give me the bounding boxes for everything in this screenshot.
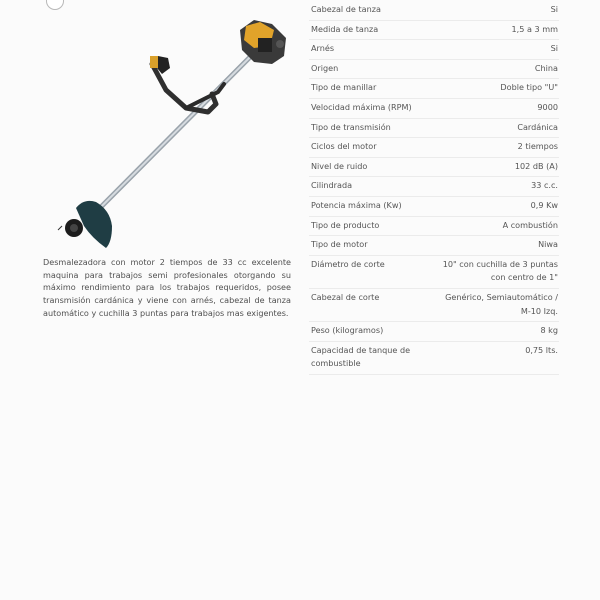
- spec-value: 0,75 lts.: [438, 341, 559, 374]
- spec-value: 1,5 a 3 mm: [438, 20, 559, 40]
- top-circle-badge: [46, 0, 64, 10]
- spec-value: Si: [438, 40, 559, 60]
- spec-value: Doble tipo "U": [438, 79, 559, 99]
- spec-row: [309, 59, 559, 79]
- spec-row: [309, 20, 559, 40]
- spec-label: Tipo de transmisión: [309, 118, 438, 138]
- spec-label: Cilindrada: [309, 177, 438, 197]
- spec-label: Nivel de ruido: [309, 157, 438, 177]
- spec-value: 102 dB (A): [438, 157, 559, 177]
- spec-label: Tipo de manillar: [309, 79, 438, 99]
- spec-value: 9000: [438, 98, 559, 118]
- spec-row: [309, 0, 559, 20]
- spec-value: Cardánica: [438, 118, 559, 138]
- spec-row: [309, 216, 559, 236]
- spec-value: 33 c.c.: [438, 177, 559, 197]
- spec-label: Capacidad de tanque de combustible: [309, 341, 438, 374]
- product-image-brushcutter: [40, 12, 290, 252]
- spec-value: 0,9 Kw: [438, 196, 559, 216]
- product-description: Desmalezadora con motor 2 tiempos de 33 cc excelente maquina para trabajos semi profesionales otorgando su máximo rendimiento para los trabajos requeridos, posee transmisión cardánica y viene con arnés, cabezal de tanza automático y cuchilla 3 puntas para trabajos mas exigentes.: [43, 257, 291, 318]
- spec-value: China: [438, 59, 559, 79]
- spec-row: [309, 255, 559, 288]
- spec-table: [309, 0, 559, 375]
- spec-row: [309, 177, 559, 197]
- spec-label: Velocidad máxima (RPM): [309, 98, 438, 118]
- spec-label: Diámetro de corte: [309, 255, 438, 288]
- spec-value: Genérico, Semiautomático / M-10 Izq.: [438, 288, 559, 321]
- spec-value: 8 kg: [438, 322, 559, 342]
- spec-row: [309, 196, 559, 216]
- spec-label: Origen: [309, 59, 438, 79]
- spec-label: Peso (kilogramos): [309, 322, 438, 342]
- spec-label: Potencia máxima (Kw): [309, 196, 438, 216]
- spec-value: A combustión: [438, 216, 559, 236]
- spec-label: Cabezal de corte: [309, 288, 438, 321]
- spec-label: Tipo de producto: [309, 216, 438, 236]
- spec-row: [309, 157, 559, 177]
- spec-row: [309, 288, 559, 321]
- spec-row: [309, 322, 559, 342]
- spec-row: [309, 118, 559, 138]
- spec-row: [309, 98, 559, 118]
- spec-label: Tipo de motor: [309, 236, 438, 256]
- spec-label: Medida de tanza: [309, 20, 438, 40]
- spec-value: Si: [438, 0, 559, 20]
- spec-row: [309, 236, 559, 256]
- spec-row: [309, 138, 559, 158]
- spec-row: [309, 40, 559, 60]
- spec-label: Cabezal de tanza: [309, 0, 438, 20]
- spec-value: Niwa: [438, 236, 559, 256]
- brushcutter-drawing: [58, 20, 286, 248]
- spec-row: [309, 79, 559, 99]
- spec-value: 10" con cuchilla de 3 puntas con centro de 1": [438, 255, 559, 288]
- spec-row: [309, 341, 559, 374]
- spec-label: Ciclos del motor: [309, 138, 438, 158]
- spec-label: Arnés: [309, 40, 438, 60]
- spec-value: 2 tiempos: [438, 138, 559, 158]
